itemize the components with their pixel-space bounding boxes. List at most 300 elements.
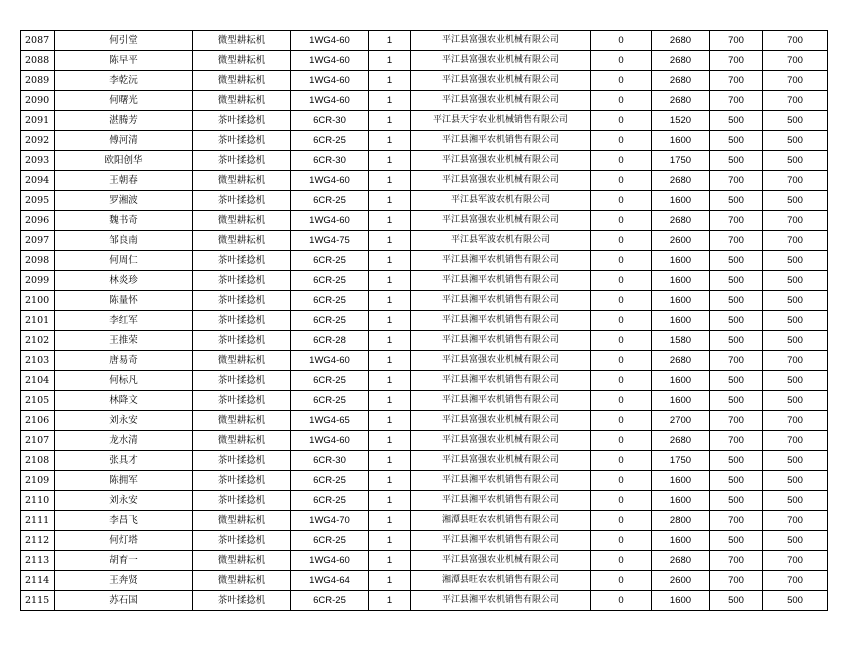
machine-model-cell: 1WG4-64: [291, 571, 369, 591]
row-number-cell: 2115: [21, 591, 55, 611]
machine-type-cell: 茶叶揉捻机: [193, 131, 291, 151]
value-col-3-cell: 700: [710, 31, 763, 51]
machine-type-cell: 茶叶揉捻机: [193, 251, 291, 271]
table-row: [21, 451, 828, 471]
row-number-cell: 2090: [21, 91, 55, 111]
table-row: [21, 471, 828, 491]
dealer-name-cell: 平江县富强农业机械有限公司: [411, 71, 591, 91]
value-col-4-cell: 500: [763, 131, 828, 151]
value-col-2-cell: 1600: [652, 191, 710, 211]
machine-model-cell: 6CR-25: [291, 491, 369, 511]
value-col-3-cell: 500: [710, 491, 763, 511]
applicant-name-cell: 张具才: [55, 451, 193, 471]
value-col-1-cell: 0: [591, 491, 652, 511]
machine-model-cell: 1WG4-60: [291, 51, 369, 71]
machine-type-cell: 茶叶揉捻机: [193, 471, 291, 491]
value-col-4-cell: 700: [763, 351, 828, 371]
machine-type-cell: 微型耕耘机: [193, 71, 291, 91]
table-row: [21, 371, 828, 391]
quantity-cell: 1: [369, 591, 411, 611]
value-col-1-cell: 0: [591, 291, 652, 311]
row-number-cell: 2112: [21, 531, 55, 551]
machine-type-cell: 微型耕耘机: [193, 411, 291, 431]
value-col-1-cell: 0: [591, 251, 652, 271]
applicant-name-cell: 王朝春: [55, 171, 193, 191]
value-col-2-cell: 1600: [652, 371, 710, 391]
value-col-4-cell: 500: [763, 311, 828, 331]
value-col-3-cell: 500: [710, 451, 763, 471]
value-col-2-cell: 1600: [652, 291, 710, 311]
applicant-name-cell: 傅河清: [55, 131, 193, 151]
row-number-cell: 2088: [21, 51, 55, 71]
value-col-1-cell: 0: [591, 391, 652, 411]
dealer-name-cell: 平江县富强农业机械有限公司: [411, 451, 591, 471]
table-row: [21, 131, 828, 151]
value-col-4-cell: 700: [763, 571, 828, 591]
value-col-1-cell: 0: [591, 431, 652, 451]
row-number-cell: 2109: [21, 471, 55, 491]
value-col-4-cell: 500: [763, 451, 828, 471]
value-col-3-cell: 500: [710, 591, 763, 611]
value-col-3-cell: 500: [710, 331, 763, 351]
machine-model-cell: 1WG4-60: [291, 31, 369, 51]
machine-model-cell: 6CR-25: [291, 391, 369, 411]
applicant-name-cell: 林降文: [55, 391, 193, 411]
machine-model-cell: 1WG4-60: [291, 171, 369, 191]
machine-model-cell: 6CR-28: [291, 331, 369, 351]
applicant-name-cell: 罗湘波: [55, 191, 193, 211]
table-row: [21, 331, 828, 351]
machine-model-cell: 1WG4-65: [291, 411, 369, 431]
value-col-4-cell: 700: [763, 31, 828, 51]
table-row: [21, 491, 828, 511]
row-number-cell: 2093: [21, 151, 55, 171]
value-col-4-cell: 700: [763, 51, 828, 71]
machine-type-cell: 茶叶揉捻机: [193, 371, 291, 391]
value-col-3-cell: 700: [710, 171, 763, 191]
value-col-3-cell: 700: [710, 411, 763, 431]
row-number-cell: 2102: [21, 331, 55, 351]
value-col-2-cell: 1580: [652, 331, 710, 351]
row-number-cell: 2105: [21, 391, 55, 411]
dealer-name-cell: 平江县富强农业机械有限公司: [411, 411, 591, 431]
quantity-cell: 1: [369, 231, 411, 251]
dealer-name-cell: 平江县湘平农机销售有限公司: [411, 291, 591, 311]
dealer-name-cell: 平江县富强农业机械有限公司: [411, 351, 591, 371]
dealer-name-cell: 平江县军波农机有限公司: [411, 231, 591, 251]
applicant-name-cell: 何灯塔: [55, 531, 193, 551]
row-number-cell: 2103: [21, 351, 55, 371]
quantity-cell: 1: [369, 331, 411, 351]
value-col-2-cell: 1600: [652, 471, 710, 491]
value-col-2-cell: 2680: [652, 351, 710, 371]
value-col-4-cell: 700: [763, 431, 828, 451]
table-row: [21, 211, 828, 231]
value-col-4-cell: 700: [763, 211, 828, 231]
applicant-name-cell: 李红军: [55, 311, 193, 331]
quantity-cell: 1: [369, 531, 411, 551]
quantity-cell: 1: [369, 171, 411, 191]
value-col-4-cell: 700: [763, 231, 828, 251]
value-col-2-cell: 2800: [652, 511, 710, 531]
quantity-cell: 1: [369, 451, 411, 471]
table-row: [21, 311, 828, 331]
value-col-3-cell: 500: [710, 131, 763, 151]
machine-model-cell: 1WG4-70: [291, 511, 369, 531]
value-col-1-cell: 0: [591, 151, 652, 171]
dealer-name-cell: 平江县湘平农机销售有限公司: [411, 591, 591, 611]
row-number-cell: 2107: [21, 431, 55, 451]
applicant-name-cell: 王推荣: [55, 331, 193, 351]
value-col-3-cell: 700: [710, 51, 763, 71]
quantity-cell: 1: [369, 391, 411, 411]
value-col-3-cell: 700: [710, 91, 763, 111]
table-row: [21, 151, 828, 171]
dealer-name-cell: 平江县湘平农机销售有限公司: [411, 371, 591, 391]
value-col-1-cell: 0: [591, 311, 652, 331]
machine-model-cell: 6CR-30: [291, 151, 369, 171]
value-col-4-cell: 500: [763, 471, 828, 491]
machine-type-cell: 微型耕耘机: [193, 91, 291, 111]
applicant-name-cell: 陈拥军: [55, 471, 193, 491]
subsidy-table: [20, 30, 828, 611]
table-row: [21, 511, 828, 531]
machine-model-cell: 6CR-25: [291, 191, 369, 211]
table-row: [21, 171, 828, 191]
row-number-cell: 2101: [21, 311, 55, 331]
value-col-1-cell: 0: [591, 71, 652, 91]
row-number-cell: 2091: [21, 111, 55, 131]
value-col-1-cell: 0: [591, 591, 652, 611]
value-col-2-cell: 1600: [652, 131, 710, 151]
machine-model-cell: 1WG4-60: [291, 551, 369, 571]
applicant-name-cell: 陈量怀: [55, 291, 193, 311]
dealer-name-cell: 平江县湘平农机销售有限公司: [411, 531, 591, 551]
value-col-3-cell: 500: [710, 531, 763, 551]
value-col-2-cell: 1520: [652, 111, 710, 131]
value-col-3-cell: 700: [710, 431, 763, 451]
applicant-name-cell: 苏石国: [55, 591, 193, 611]
machine-model-cell: 6CR-25: [291, 531, 369, 551]
machine-type-cell: 茶叶揉捻机: [193, 331, 291, 351]
row-number-cell: 2113: [21, 551, 55, 571]
machine-model-cell: 6CR-25: [291, 271, 369, 291]
value-col-2-cell: 1600: [652, 531, 710, 551]
value-col-2-cell: 1600: [652, 491, 710, 511]
table-body: [21, 31, 828, 611]
value-col-1-cell: 0: [591, 551, 652, 571]
applicant-name-cell: 何曙光: [55, 91, 193, 111]
value-col-1-cell: 0: [591, 231, 652, 251]
machine-model-cell: 6CR-25: [291, 131, 369, 151]
quantity-cell: 1: [369, 411, 411, 431]
machine-type-cell: 茶叶揉捻机: [193, 151, 291, 171]
dealer-name-cell: 平江县富强农业机械有限公司: [411, 211, 591, 231]
applicant-name-cell: 李乾沅: [55, 71, 193, 91]
value-col-3-cell: 700: [710, 551, 763, 571]
dealer-name-cell: 湘潭县旺农农机销售有限公司: [411, 571, 591, 591]
value-col-2-cell: 2600: [652, 571, 710, 591]
machine-model-cell: 6CR-25: [291, 471, 369, 491]
table-row: [21, 271, 828, 291]
value-col-1-cell: 0: [591, 191, 652, 211]
value-col-1-cell: 0: [591, 531, 652, 551]
value-col-2-cell: 1750: [652, 451, 710, 471]
value-col-2-cell: 2680: [652, 431, 710, 451]
dealer-name-cell: 平江县富强农业机械有限公司: [411, 91, 591, 111]
dealer-name-cell: 平江县湘平农机销售有限公司: [411, 491, 591, 511]
quantity-cell: 1: [369, 551, 411, 571]
value-col-4-cell: 500: [763, 151, 828, 171]
machine-type-cell: 微型耕耘机: [193, 231, 291, 251]
row-number-cell: 2106: [21, 411, 55, 431]
value-col-3-cell: 500: [710, 191, 763, 211]
applicant-name-cell: 李昌飞: [55, 511, 193, 531]
applicant-name-cell: 欧阳创华: [55, 151, 193, 171]
value-col-3-cell: 700: [710, 211, 763, 231]
machine-model-cell: 1WG4-60: [291, 211, 369, 231]
value-col-4-cell: 500: [763, 491, 828, 511]
quantity-cell: 1: [369, 31, 411, 51]
machine-model-cell: 6CR-25: [291, 591, 369, 611]
quantity-cell: 1: [369, 431, 411, 451]
applicant-name-cell: 刘永安: [55, 491, 193, 511]
value-col-3-cell: 500: [710, 311, 763, 331]
value-col-3-cell: 500: [710, 471, 763, 491]
quantity-cell: 1: [369, 471, 411, 491]
machine-type-cell: 茶叶揉捻机: [193, 191, 291, 211]
machine-model-cell: 6CR-25: [291, 311, 369, 331]
value-col-2-cell: 2680: [652, 51, 710, 71]
dealer-name-cell: 湘潭县旺农农机销售有限公司: [411, 511, 591, 531]
value-col-1-cell: 0: [591, 211, 652, 231]
machine-type-cell: 茶叶揉捻机: [193, 451, 291, 471]
machine-model-cell: 1WG4-60: [291, 71, 369, 91]
value-col-4-cell: 500: [763, 111, 828, 131]
row-number-cell: 2110: [21, 491, 55, 511]
quantity-cell: 1: [369, 271, 411, 291]
machine-type-cell: 微型耕耘机: [193, 51, 291, 71]
machine-model-cell: 1WG4-60: [291, 351, 369, 371]
row-number-cell: 2100: [21, 291, 55, 311]
value-col-1-cell: 0: [591, 511, 652, 531]
value-col-1-cell: 0: [591, 31, 652, 51]
table-row: [21, 91, 828, 111]
dealer-name-cell: 平江县湘平农机销售有限公司: [411, 251, 591, 271]
value-col-1-cell: 0: [591, 171, 652, 191]
row-number-cell: 2094: [21, 171, 55, 191]
value-col-4-cell: 700: [763, 71, 828, 91]
value-col-2-cell: 2700: [652, 411, 710, 431]
applicant-name-cell: 何标凡: [55, 371, 193, 391]
quantity-cell: 1: [369, 71, 411, 91]
dealer-name-cell: 平江县天宇农业机械销售有限公司: [411, 111, 591, 131]
quantity-cell: 1: [369, 291, 411, 311]
quantity-cell: 1: [369, 251, 411, 271]
quantity-cell: 1: [369, 511, 411, 531]
applicant-name-cell: 何引堂: [55, 31, 193, 51]
value-col-4-cell: 500: [763, 251, 828, 271]
table-row: [21, 31, 828, 51]
value-col-4-cell: 700: [763, 91, 828, 111]
value-col-3-cell: 500: [710, 251, 763, 271]
value-col-4-cell: 500: [763, 331, 828, 351]
applicant-name-cell: 龙水清: [55, 431, 193, 451]
dealer-name-cell: 平江县富强农业机械有限公司: [411, 551, 591, 571]
dealer-name-cell: 平江县富强农业机械有限公司: [411, 431, 591, 451]
value-col-1-cell: 0: [591, 571, 652, 591]
value-col-3-cell: 500: [710, 291, 763, 311]
row-number-cell: 2097: [21, 231, 55, 251]
quantity-cell: 1: [369, 211, 411, 231]
table-row: [21, 391, 828, 411]
applicant-name-cell: 邹良南: [55, 231, 193, 251]
value-col-4-cell: 500: [763, 391, 828, 411]
machine-type-cell: 微型耕耘机: [193, 171, 291, 191]
applicant-name-cell: 胡育一: [55, 551, 193, 571]
machine-type-cell: 茶叶揉捻机: [193, 111, 291, 131]
table-row: [21, 191, 828, 211]
table-row: [21, 551, 828, 571]
value-col-2-cell: 2680: [652, 31, 710, 51]
value-col-2-cell: 1600: [652, 271, 710, 291]
machine-model-cell: 1WG4-60: [291, 91, 369, 111]
applicant-name-cell: 湛腾芳: [55, 111, 193, 131]
value-col-2-cell: 1600: [652, 391, 710, 411]
machine-type-cell: 茶叶揉捻机: [193, 271, 291, 291]
machine-type-cell: 茶叶揉捻机: [193, 391, 291, 411]
row-number-cell: 2087: [21, 31, 55, 51]
quantity-cell: 1: [369, 151, 411, 171]
dealer-name-cell: 平江县富强农业机械有限公司: [411, 31, 591, 51]
table-row: [21, 111, 828, 131]
machine-model-cell: 6CR-30: [291, 451, 369, 471]
value-col-3-cell: 700: [710, 231, 763, 251]
value-col-1-cell: 0: [591, 111, 652, 131]
value-col-2-cell: 2680: [652, 551, 710, 571]
dealer-name-cell: 平江县军波农机有限公司: [411, 191, 591, 211]
machine-type-cell: 微型耕耘机: [193, 211, 291, 231]
dealer-name-cell: 平江县湘平农机销售有限公司: [411, 131, 591, 151]
row-number-cell: 2111: [21, 511, 55, 531]
dealer-name-cell: 平江县富强农业机械有限公司: [411, 151, 591, 171]
value-col-4-cell: 700: [763, 551, 828, 571]
dealer-name-cell: 平江县湘平农机销售有限公司: [411, 331, 591, 351]
machine-model-cell: 6CR-25: [291, 371, 369, 391]
table-row: [21, 71, 828, 91]
value-col-1-cell: 0: [591, 451, 652, 471]
table-row: [21, 51, 828, 71]
applicant-name-cell: 唐易奇: [55, 351, 193, 371]
machine-type-cell: 茶叶揉捻机: [193, 291, 291, 311]
value-col-4-cell: 500: [763, 371, 828, 391]
value-col-3-cell: 500: [710, 111, 763, 131]
quantity-cell: 1: [369, 571, 411, 591]
machine-type-cell: 茶叶揉捻机: [193, 491, 291, 511]
value-col-2-cell: 2680: [652, 171, 710, 191]
machine-type-cell: 微型耕耘机: [193, 351, 291, 371]
dealer-name-cell: 平江县富强农业机械有限公司: [411, 171, 591, 191]
value-col-2-cell: 2680: [652, 91, 710, 111]
applicant-name-cell: 林炎珍: [55, 271, 193, 291]
quantity-cell: 1: [369, 51, 411, 71]
row-number-cell: 2099: [21, 271, 55, 291]
applicant-name-cell: 陈早平: [55, 51, 193, 71]
row-number-cell: 2096: [21, 211, 55, 231]
table-row: [21, 291, 828, 311]
table-row: [21, 571, 828, 591]
value-col-3-cell: 500: [710, 151, 763, 171]
value-col-1-cell: 0: [591, 371, 652, 391]
machine-type-cell: 微型耕耘机: [193, 571, 291, 591]
applicant-name-cell: 刘永安: [55, 411, 193, 431]
quantity-cell: 1: [369, 131, 411, 151]
row-number-cell: 2114: [21, 571, 55, 591]
value-col-1-cell: 0: [591, 51, 652, 71]
value-col-3-cell: 700: [710, 511, 763, 531]
machine-model-cell: 6CR-25: [291, 291, 369, 311]
value-col-4-cell: 500: [763, 291, 828, 311]
value-col-1-cell: 0: [591, 471, 652, 491]
value-col-4-cell: 500: [763, 591, 828, 611]
table-row: [21, 591, 828, 611]
value-col-3-cell: 500: [710, 391, 763, 411]
dealer-name-cell: 平江县湘平农机销售有限公司: [411, 271, 591, 291]
machine-model-cell: 1WG4-60: [291, 431, 369, 451]
machine-type-cell: 微型耕耘机: [193, 511, 291, 531]
row-number-cell: 2108: [21, 451, 55, 471]
table-row: [21, 231, 828, 251]
applicant-name-cell: 何周仁: [55, 251, 193, 271]
applicant-name-cell: 王奔贤: [55, 571, 193, 591]
value-col-2-cell: 1600: [652, 251, 710, 271]
quantity-cell: 1: [369, 371, 411, 391]
machine-type-cell: 茶叶揉捻机: [193, 531, 291, 551]
table-row: [21, 351, 828, 371]
applicant-name-cell: 魏书奇: [55, 211, 193, 231]
quantity-cell: 1: [369, 351, 411, 371]
quantity-cell: 1: [369, 191, 411, 211]
table-row: [21, 251, 828, 271]
dealer-name-cell: 平江县富强农业机械有限公司: [411, 51, 591, 71]
row-number-cell: 2095: [21, 191, 55, 211]
machine-model-cell: 6CR-25: [291, 251, 369, 271]
machine-type-cell: 茶叶揉捻机: [193, 591, 291, 611]
value-col-4-cell: 700: [763, 511, 828, 531]
value-col-4-cell: 700: [763, 411, 828, 431]
machine-model-cell: 1WG4-75: [291, 231, 369, 251]
value-col-1-cell: 0: [591, 331, 652, 351]
value-col-1-cell: 0: [591, 351, 652, 371]
value-col-1-cell: 0: [591, 411, 652, 431]
machine-type-cell: 微型耕耘机: [193, 431, 291, 451]
dealer-name-cell: 平江县湘平农机销售有限公司: [411, 391, 591, 411]
value-col-2-cell: 2600: [652, 231, 710, 251]
value-col-3-cell: 700: [710, 351, 763, 371]
machine-type-cell: 微型耕耘机: [193, 551, 291, 571]
value-col-1-cell: 0: [591, 271, 652, 291]
row-number-cell: 2092: [21, 131, 55, 151]
machine-type-cell: 微型耕耘机: [193, 31, 291, 51]
value-col-3-cell: 500: [710, 371, 763, 391]
value-col-2-cell: 2680: [652, 71, 710, 91]
value-col-4-cell: 500: [763, 531, 828, 551]
quantity-cell: 1: [369, 91, 411, 111]
table-row: [21, 531, 828, 551]
dealer-name-cell: 平江县湘平农机销售有限公司: [411, 311, 591, 331]
value-col-2-cell: 1750: [652, 151, 710, 171]
row-number-cell: 2104: [21, 371, 55, 391]
